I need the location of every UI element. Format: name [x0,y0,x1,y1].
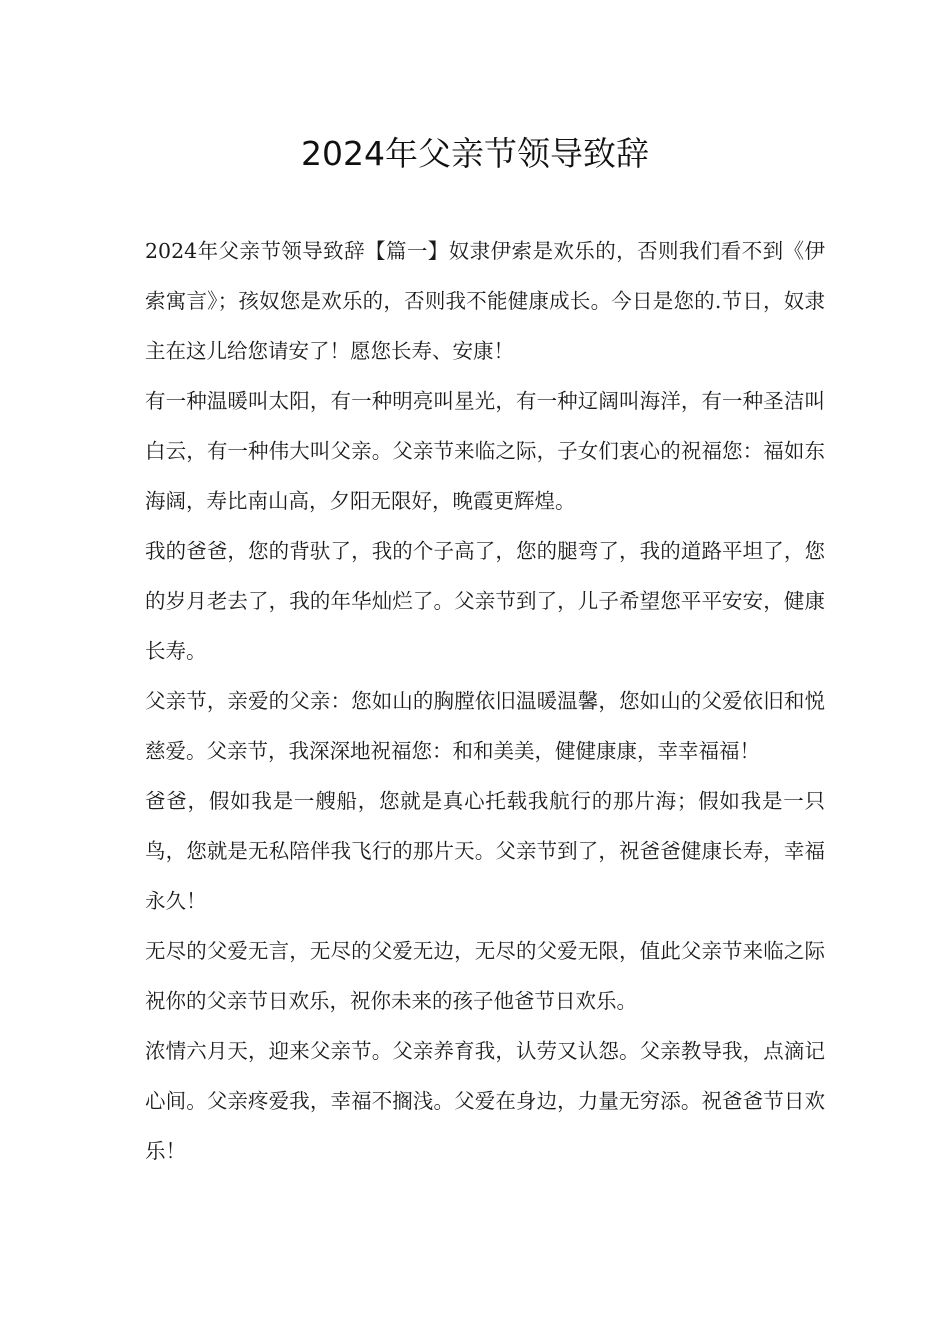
paragraph-6: 无尽的父爱无言，无尽的父爱无边，无尽的父爱无限，值此父亲节来临之际祝你的父亲节日欢乐，祝你未来的孩子他爸节日欢乐。 [145,939,825,1013]
paragraph-2: 有一种温暖叫太阳，有一种明亮叫星光，有一种辽阔叫海洋，有一种圣洁叫白云，有一种伟大叫父亲。父亲节来临之际，子女们衷心的祝福您：福如东海阔，寿比南山高，夕阳无限好，晚霞更辉煌。 [145,389,825,513]
page-title: 2024年父亲节领导致辞 [301,134,649,173]
paragraph-4: 父亲节，亲爱的父亲：您如山的胸膛依旧温暖温馨，您如山的父爱依旧和悦慈爱。父亲节，我深深地祝福您：和和美美，健健康康，幸幸福福！ [145,689,825,763]
document-body [145,226,825,1176]
paragraph-1: 2024年父亲节领导致辞【篇一】奴隶伊索是欢乐的，否则我们看不到《伊索寓言》；孩奴您是欢乐的，否则我不能健康成长。今日是您的.节日，奴隶主在这儿给您请安了！愿您长寿、安康！ [145,239,825,363]
paragraph-3: 我的爸爸，您的背驮了，我的个子高了，您的腿弯了，我的道路平坦了，您的岁月老去了，我的年华灿烂了。父亲节到了，儿子希望您平平安安，健康长寿。 [145,539,825,663]
paragraph-7: 浓情六月天，迎来父亲节。父亲养育我，认劳又认怨。父亲教导我，点滴记心间。父亲疼爱我，幸福不搁浅。父爱在身边，力量无穷添。祝爸爸节日欢乐！ [145,1039,825,1163]
paragraph-5: 爸爸，假如我是一艘船，您就是真心托载我航行的那片海；假如我是一只鸟，您就是无私陪伴我飞行的那片天。父亲节到了，祝爸爸健康长寿，幸福永久！ [145,789,825,913]
